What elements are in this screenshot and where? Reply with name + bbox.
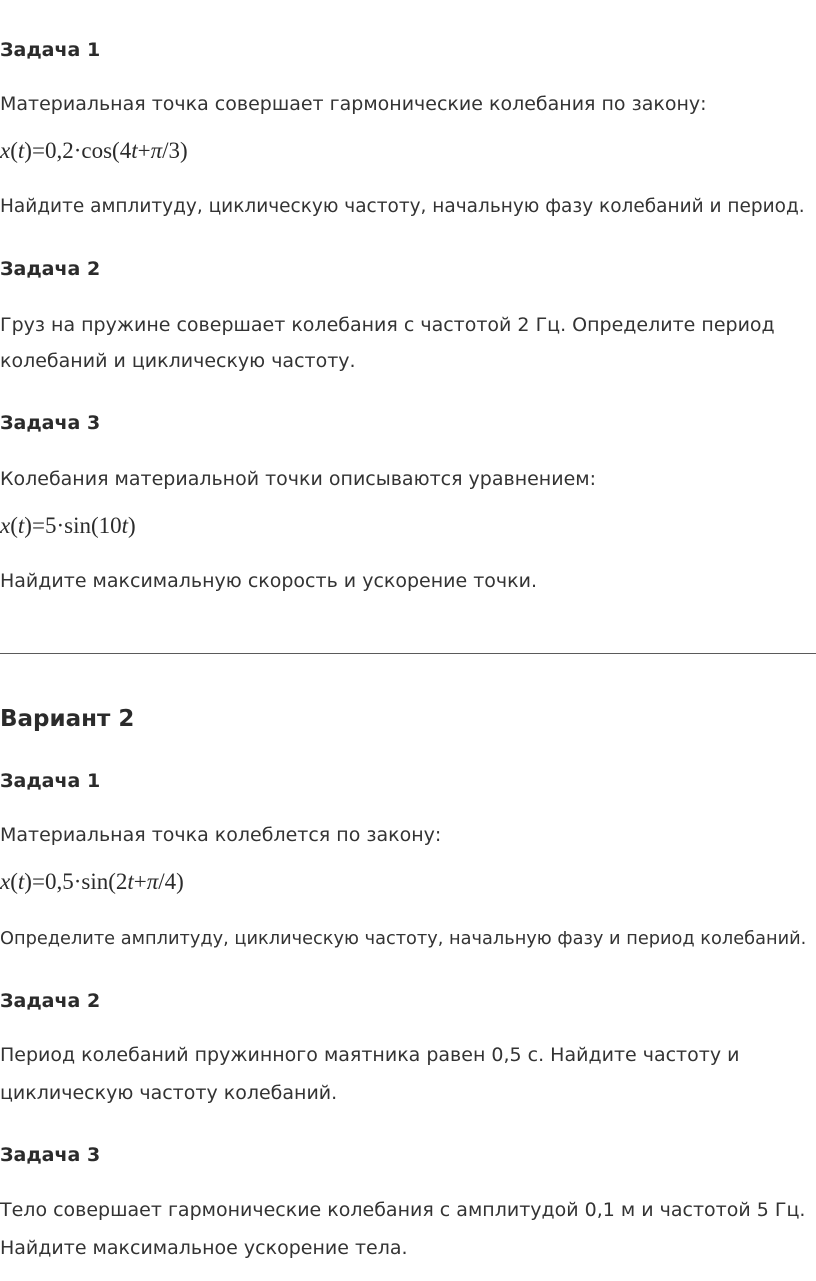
- v1-task3-text: Колебания материальной точки описываются уравнением:: [0, 468, 597, 490]
- v2-task3-heading: Задача 3: [0, 1144, 101, 1166]
- v2-title: Вариант 2: [0, 706, 135, 732]
- v1-task3-formula: x(t)=5·sin(10t): [0, 513, 136, 538]
- v1-task2-line1: Груз на пружине совершает колебания с частотой 2 Гц. Определите период: [0, 314, 775, 336]
- v1-task1-formula: x(t)=0,2·cos(4t+π/3): [0, 138, 188, 163]
- v1-task3-heading: Задача 3: [0, 412, 101, 434]
- v2-task1-text: Материальная точка колеблется по закону:: [0, 824, 442, 846]
- v1-task1-text: Материальная точка совершает гармонические колебания по закону:: [0, 93, 707, 115]
- v2-task1-heading: Задача 1: [0, 770, 101, 792]
- v2-task1-formula: x(t)=0,5·sin(2t+π/4): [0, 869, 184, 894]
- v2-task1-question: Определите амплитуду, циклическую частоту, начальную фазу и период колебаний.: [0, 929, 807, 949]
- v2-task2-line1: Период колебаний пружинного маятника равен 0,5 с. Найдите частоту и: [0, 1044, 740, 1066]
- v2-task2-line2: циклическую частоту колебаний.: [0, 1082, 338, 1104]
- section-divider: [0, 653, 816, 654]
- v1-task3-question: Найдите максимальную скорость и ускорение точки.: [0, 570, 538, 592]
- v2-task3-line2: Найдите максимальное ускорение тела.: [0, 1237, 408, 1259]
- v1-task2-heading: Задача 2: [0, 258, 101, 280]
- v1-task1-question: Найдите амплитуду, циклическую частоту, начальную фазу колебаний и период.: [0, 196, 805, 217]
- v2-task3-line1: Тело совершает гармонические колебания с амплитудой 0,1 м и частотой 5 Гц.: [0, 1199, 806, 1221]
- v1-task2-line2: колебаний и циклическую частоту.: [0, 350, 356, 372]
- v1-task1-heading: Задача 1: [0, 39, 101, 61]
- v2-task2-heading: Задача 2: [0, 990, 101, 1012]
